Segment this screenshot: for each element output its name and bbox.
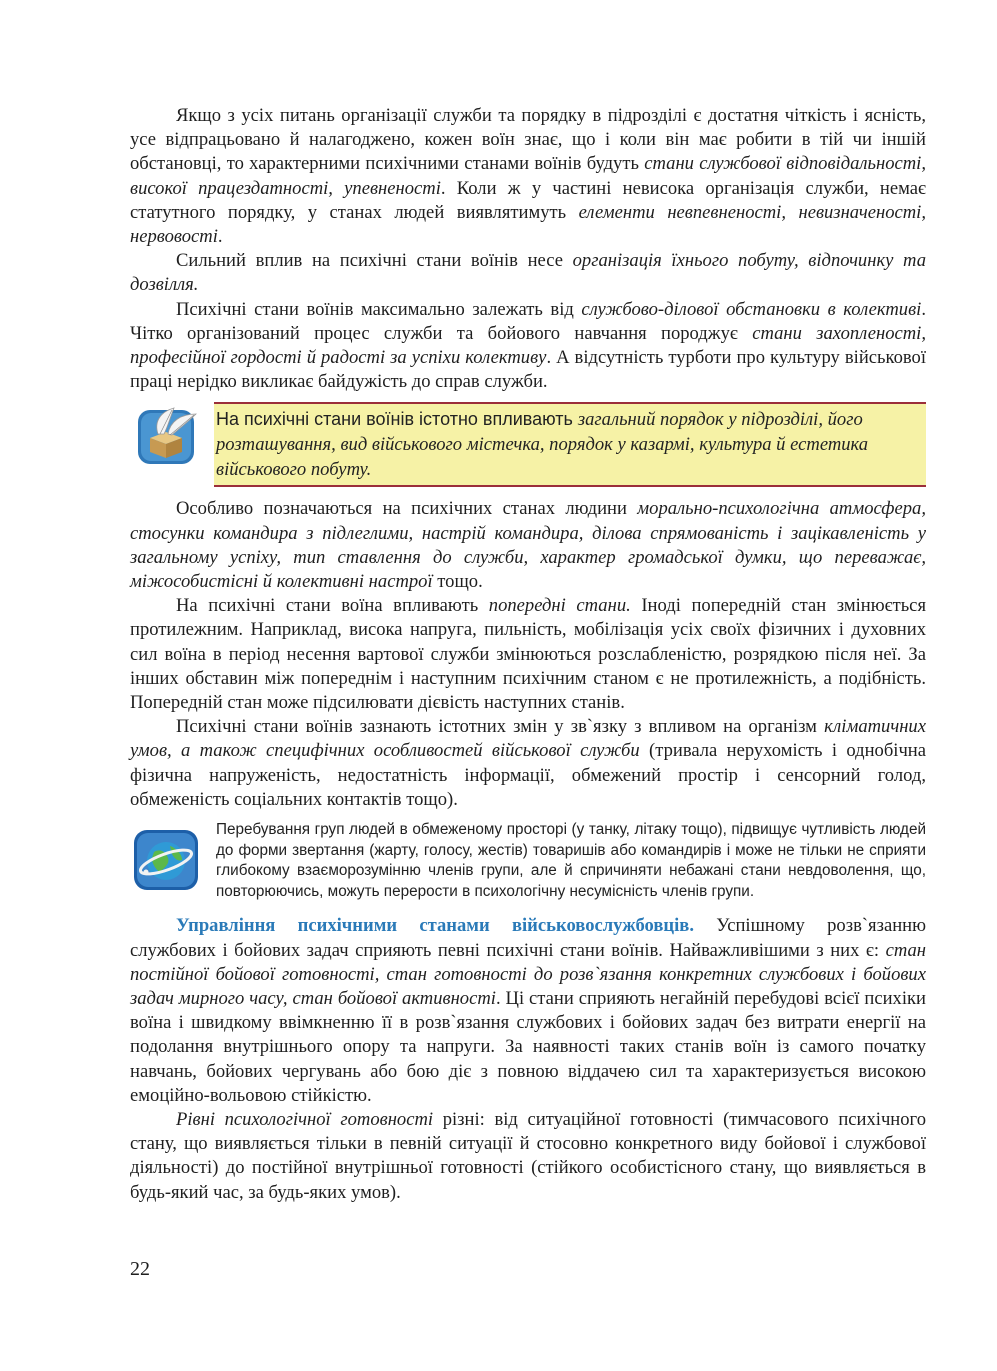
page-number: 22 (130, 1258, 150, 1280)
paragraph-1: Якщо з усіх питань організації служби та порядку в підрозділі є достатня чіткість і ясність, усе відпрацьовано й налагоджено, кожен воїн знає, що і коли він має робити в тій чи іншій обстановці, то характерними психічними станами воїнів будуть стани службової відповідальності, високої працездатності, упевненості. Коли ж у частині невисока організація служби, немає статутного порядку, у станах людей виявлятимуть елементи невпевненості, невизначеності, нервовості. (130, 105, 926, 248)
paragraph-2: Сильний вплив на психічні стани воїнів несе організація їхнього побуту, відпочинку та дозвілля. (130, 250, 926, 296)
page-content (130, 104, 926, 1205)
paragraph-8: Рівні психологічної готовності різні: від ситуаційної готовності (тимчасового психічного стану, що виявляється тільки в певній ситуації й стосовно конкретного виду бойової і службової діяльності) до постійної внутрішньої готовності (стійкого особистісного стану, що виявляється в будь-який час, за будь-яких умов). (130, 1109, 926, 1203)
paragraph-3: Психічні стани воїнів максимально залежать від службово-ділової обстановки в колективі. Чітко організований процес служби та бойового навчання породжує стани захопленості, професійної гордості й радості за успіхи колективу. А відсутність турботи про культуру військової праці нерідко викликає байдужість до справ служби. (130, 298, 927, 393)
paragraph-5: На психічні стани воїна впливають попередні стани. Іноді попередній стан змінюється протилежним. Наприклад, висока напруга, пильність, мобілізація усіх своїх фізичних і духовних сил воїна в період несення вартової служби змінюються розслабленістю, розрядкою після неї. За інших обставин між попереднім і наступним психічним станом є не протилежність, а подібність. Попередній стан може підсилювати дієвість наступних станів. (130, 595, 926, 714)
paragraph-6: Психічні стани воїнів зазнають істотних змін у зв`язку з впливом на організм кліматичних умов, а також специфічних особливостей військової служби (тривала нерухомість і однобічна фізична напруженість, недостатність інформації, обмежений простір і сенсорний голод, обмеженість соціальних контактів тощо). (130, 716, 926, 810)
section-heading: Управління психічними станами військовослужбовців. (176, 915, 694, 937)
info-callout (216, 820, 926, 902)
feather-box-icon (134, 404, 202, 466)
info-text: Перебування груп людей в обмеженому просторі (у танку, літаку тощо), підвищує чутливість людей до форми звертання (жарту, голосу, жестів) товаришів або командирів і може не тільки не сприяти глибокому взаєморозумінню членів групи, але й спричиняти небажані стани невдоволення, що, повторюючись, можуть перерости в психологічну несумісність членів групи. (216, 821, 926, 900)
paragraph-4: Особливо позначаються на психічних станах людини морально-психологічна атмосфера, стосунки командира з підлеглими, настрій командира, ділова спрямованість і зацікавленість у загальному успіху, тип ставлення до служби, характер громадської думки, що переважає, міжособистісні й колективні настрої тощо. (130, 498, 926, 593)
paragraph-7: Управління психічними станами військовослужбовців. Успішному розв`язанню службових і бойових задач сприяють певні психічні стани воїнів. Найважливішими з них є: стан постійної бойової готовності, стан готовності до розв`язання конкретних службових і бойових задач мирного часу, стан бойової активності. Ці стани сприяють негайній перебудові всієї психіки воїна і швидкому ввімкненню її в розв`язання службових і бойових задач без витрати енергії на подолання внутрішнього опору та напруги. За наявності таких станів воїн із самого початку навчань, бойових чергувань або бою діє з повною віддачею сил та характеризується високою емоційно-вольовою стійкістю. (130, 915, 926, 1106)
globe-icon (132, 828, 202, 892)
note-callout (214, 402, 926, 487)
note-text: На психічні стани воїнів істотно впливають загальний порядок у підрозділі, його розташування, вид військового містечка, порядок у казармі, культура й естетика військового побуту. (214, 402, 926, 487)
